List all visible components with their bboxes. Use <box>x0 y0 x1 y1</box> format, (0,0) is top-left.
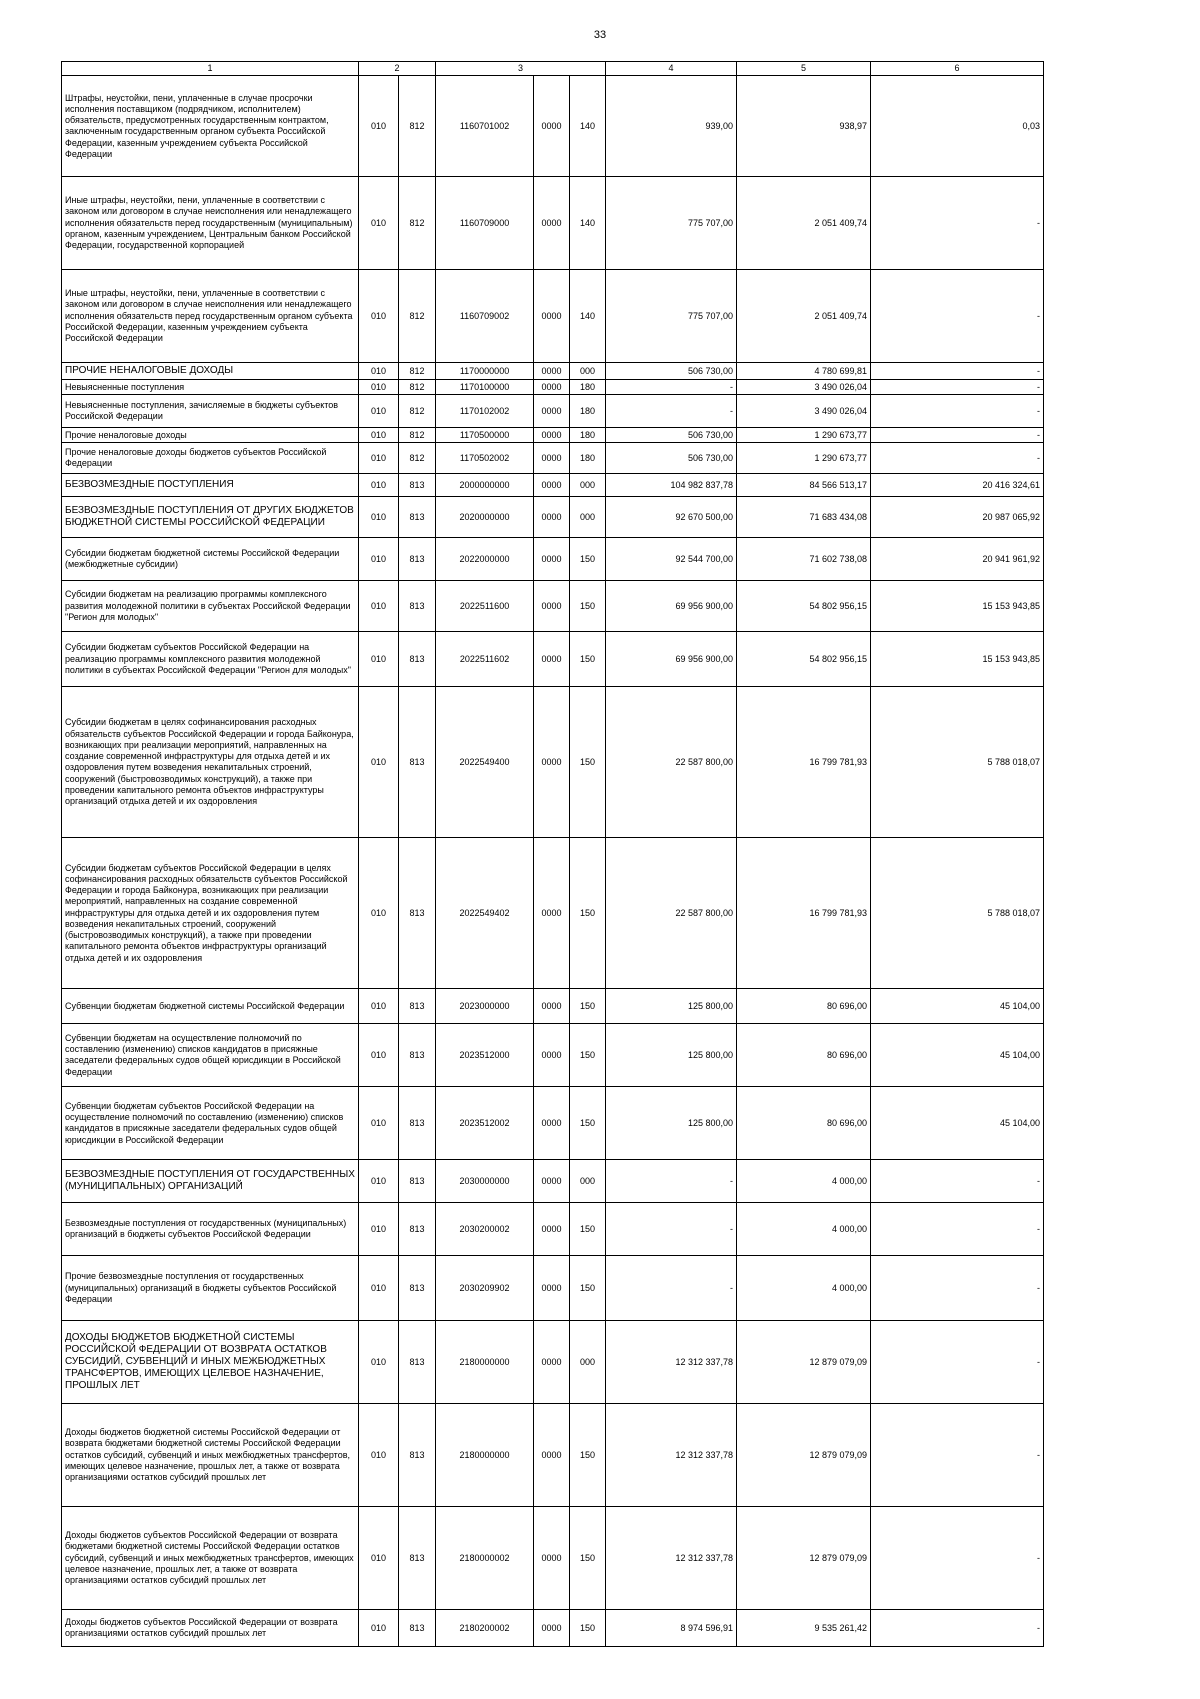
cell-v6: - <box>871 177 1044 270</box>
table-row <box>62 581 1044 632</box>
cell-v6: - <box>871 428 1044 443</box>
cell-admin: 812 <box>399 380 436 395</box>
cell-prog: 0000 <box>534 687 570 838</box>
cell-v4: - <box>606 1203 737 1256</box>
cell-admin: 813 <box>399 1610 436 1647</box>
table-row <box>62 687 1044 838</box>
cell-v4: 22 587 800,00 <box>606 838 737 989</box>
cell-v6: 15 153 943,85 <box>871 581 1044 632</box>
cell-prog: 0000 <box>534 838 570 989</box>
cell-kosgu: 150 <box>570 581 606 632</box>
cell-code: 2030000000 <box>436 1160 534 1203</box>
cell-v4: 125 800,00 <box>606 989 737 1024</box>
cell-line: 010 <box>359 443 399 474</box>
cell-prog: 0000 <box>534 538 570 581</box>
cell-v6: - <box>871 1610 1044 1647</box>
cell-code: 1170102002 <box>436 395 534 428</box>
cell-v5: 80 696,00 <box>737 1087 871 1160</box>
cell-name: Субвенции бюджетам на осуществление полномочий по составлению (изменению) списков кандидатов в присяжные заседатели федеральных судов общей юрисдикции в Российской Федерации <box>62 1024 359 1087</box>
cell-v4: 12 312 337,78 <box>606 1404 737 1507</box>
cell-v5: 71 602 738,08 <box>737 538 871 581</box>
table-row <box>62 76 1044 177</box>
cell-kosgu: 140 <box>570 177 606 270</box>
cell-name: Доходы бюджетов субъектов Российской Федерации от возврата бюджетами бюджетной системы Российской Федерации остатков субсидий, субвенций и иных межбюджетных трансфертов, имеющих целевое назначение, прошлых лет, а также от возврата организациями остатков субсидий прошлых лет <box>62 1507 359 1610</box>
cell-prog: 0000 <box>534 1087 570 1160</box>
cell-kosgu: 000 <box>570 497 606 538</box>
cell-code: 2030209902 <box>436 1256 534 1321</box>
cell-name: БЕЗВОЗМЕЗДНЫЕ ПОСТУПЛЕНИЯ ОТ ДРУГИХ БЮДЖЕТОВ БЮДЖЕТНОЙ СИСТЕМЫ РОССИЙСКОЙ ФЕДЕРАЦИИ <box>62 497 359 538</box>
cell-code: 1170000000 <box>436 363 534 380</box>
header-col-2: 2 <box>359 62 436 76</box>
cell-code: 1160709000 <box>436 177 534 270</box>
cell-v5: 16 799 781,93 <box>737 687 871 838</box>
cell-kosgu: 000 <box>570 1160 606 1203</box>
cell-admin: 813 <box>399 838 436 989</box>
cell-admin: 812 <box>399 76 436 177</box>
cell-kosgu: 150 <box>570 1404 606 1507</box>
cell-admin: 813 <box>399 538 436 581</box>
cell-line: 010 <box>359 395 399 428</box>
cell-v6: 5 788 018,07 <box>871 838 1044 989</box>
cell-kosgu: 150 <box>570 1610 606 1647</box>
cell-prog: 0000 <box>534 270 570 363</box>
header-col-4: 4 <box>606 62 737 76</box>
table-row <box>62 177 1044 270</box>
cell-v5: 938,97 <box>737 76 871 177</box>
cell-admin: 813 <box>399 1256 436 1321</box>
cell-v5: 3 490 026,04 <box>737 380 871 395</box>
header-col-1: 1 <box>62 62 359 76</box>
cell-v4: 506 730,00 <box>606 363 737 380</box>
table-row <box>62 1256 1044 1321</box>
cell-name: Субсидии бюджетам субъектов Российской Федерации в целях софинансирования расходных обязательств субъектов Российской Федерации и города Байконура, возникающих при реализации мероприятий, направленных на создание современной инфраструктуры для отдыха детей и их оздоровления путем возведения некапитальных строений, сооружений (быстровозводимых конструкций), а также при проведении капитального ремонта объектов инфраструктуры организаций отдыха детей и их оздоровления <box>62 838 359 989</box>
cell-v5: 2 051 409,74 <box>737 270 871 363</box>
cell-admin: 812 <box>399 395 436 428</box>
cell-v5: 84 566 513,17 <box>737 474 871 497</box>
cell-name: Субсидии бюджетам в целях софинансирования расходных обязательств субъектов Российской Федерации и города Байконура, возникающих при реализации мероприятий, направленных на создание современной инфраструктуры для отдыха детей и их оздоровления путем возведения некапитальных строений, сооружений (быстровозводимых конструкций), а также при проведении капитального ремонта объектов инфраструктуры организаций отдыха детей и их оздоровления <box>62 687 359 838</box>
cell-admin: 813 <box>399 1321 436 1404</box>
table-row <box>62 1321 1044 1404</box>
cell-code: 2030200002 <box>436 1203 534 1256</box>
cell-code: 1170100000 <box>436 380 534 395</box>
cell-admin: 813 <box>399 1507 436 1610</box>
cell-name: Прочие неналоговые доходы <box>62 428 359 443</box>
cell-prog: 0000 <box>534 1321 570 1404</box>
cell-admin: 813 <box>399 632 436 687</box>
cell-v4: - <box>606 1160 737 1203</box>
cell-v4: 104 982 837,78 <box>606 474 737 497</box>
cell-code: 2180200002 <box>436 1610 534 1647</box>
cell-name: Прочие безвозмездные поступления от государственных (муниципальных) организаций в бюджеты субъектов Российской Федерации <box>62 1256 359 1321</box>
cell-line: 010 <box>359 474 399 497</box>
table-row <box>62 395 1044 428</box>
cell-name: Субсидии бюджетам бюджетной системы Российской Федерации (межбюджетные субсидии) <box>62 538 359 581</box>
cell-prog: 0000 <box>534 443 570 474</box>
cell-kosgu: 140 <box>570 270 606 363</box>
cell-v5: 1 290 673,77 <box>737 443 871 474</box>
table-row <box>62 838 1044 989</box>
cell-v6: - <box>871 1256 1044 1321</box>
table-row <box>62 632 1044 687</box>
cell-v6: - <box>871 1160 1044 1203</box>
cell-kosgu: 180 <box>570 443 606 474</box>
cell-v5: 1 290 673,77 <box>737 428 871 443</box>
cell-prog: 0000 <box>534 581 570 632</box>
cell-v6: - <box>871 443 1044 474</box>
cell-prog: 0000 <box>534 1203 570 1256</box>
cell-line: 010 <box>359 363 399 380</box>
cell-admin: 813 <box>399 989 436 1024</box>
cell-code: 2023512002 <box>436 1087 534 1160</box>
cell-kosgu: 150 <box>570 538 606 581</box>
cell-v4: 506 730,00 <box>606 428 737 443</box>
cell-admin: 813 <box>399 1087 436 1160</box>
cell-code: 2180000000 <box>436 1321 534 1404</box>
cell-prog: 0000 <box>534 76 570 177</box>
cell-admin: 812 <box>399 443 436 474</box>
cell-v5: 4 000,00 <box>737 1203 871 1256</box>
cell-v6: 20 987 065,92 <box>871 497 1044 538</box>
cell-line: 010 <box>359 1321 399 1404</box>
header-col-3: 3 <box>436 62 606 76</box>
cell-line: 010 <box>359 838 399 989</box>
cell-name: Безвозмездные поступления от государственных (муниципальных) организаций в бюджеты субъектов Российской Федерации <box>62 1203 359 1256</box>
cell-kosgu: 150 <box>570 1256 606 1321</box>
cell-v6: - <box>871 380 1044 395</box>
cell-code: 2022549400 <box>436 687 534 838</box>
cell-name: Невыясненные поступления, зачисляемые в бюджеты субъектов Российской Федерации <box>62 395 359 428</box>
cell-name: БЕЗВОЗМЕЗДНЫЕ ПОСТУПЛЕНИЯ ОТ ГОСУДАРСТВЕННЫХ (МУНИЦИПАЛЬНЫХ) ОРГАНИЗАЦИЙ <box>62 1160 359 1203</box>
cell-code: 2000000000 <box>436 474 534 497</box>
cell-v4: 125 800,00 <box>606 1087 737 1160</box>
cell-line: 010 <box>359 632 399 687</box>
header-col-5: 5 <box>737 62 871 76</box>
cell-name: Невыясненные поступления <box>62 380 359 395</box>
cell-line: 010 <box>359 1087 399 1160</box>
cell-name: Иные штрафы, неустойки, пени, уплаченные в соответствии с законом или договором в случае неисполнения или ненадлежащего исполнения обязательств перед государственным (муниципальным) органом, казенным учреждением, Центральным банком Российской Федерации, государственной корпорацией <box>62 177 359 270</box>
cell-kosgu: 150 <box>570 1507 606 1610</box>
cell-name: Субсидии бюджетам субъектов Российской Федерации на реализацию программы комплексного развития молодежной политики в субъектах Российской Федерации "Регион для молодых" <box>62 632 359 687</box>
cell-admin: 813 <box>399 687 436 838</box>
table-row <box>62 1404 1044 1507</box>
cell-v6: 0,03 <box>871 76 1044 177</box>
cell-kosgu: 150 <box>570 1203 606 1256</box>
cell-name: Субвенции бюджетам субъектов Российской Федерации на осуществление полномочий по составлению (изменению) списков кандидатов в присяжные заседатели федеральных судов общей юрисдикции в Российской Федерации <box>62 1087 359 1160</box>
cell-v5: 54 802 956,15 <box>737 632 871 687</box>
cell-name: Доходы бюджетов бюджетной системы Российской Федерации от возврата бюджетами бюджетной системы Российской Федерации остатков субсидий, субвенций и иных межбюджетных трансфертов, имеющих целевое назначение, прошлых лет, а также от возврата организациями остатков субсидий прошлых лет <box>62 1404 359 1507</box>
cell-line: 010 <box>359 380 399 395</box>
cell-kosgu: 150 <box>570 1087 606 1160</box>
cell-v5: 2 051 409,74 <box>737 177 871 270</box>
cell-admin: 812 <box>399 428 436 443</box>
cell-v5: 9 535 261,42 <box>737 1610 871 1647</box>
cell-admin: 812 <box>399 177 436 270</box>
cell-code: 2022549402 <box>436 838 534 989</box>
cell-line: 010 <box>359 428 399 443</box>
cell-v5: 3 490 026,04 <box>737 395 871 428</box>
cell-prog: 0000 <box>534 1024 570 1087</box>
cell-v4: 92 670 500,00 <box>606 497 737 538</box>
cell-admin: 813 <box>399 1024 436 1087</box>
cell-v4: 775 707,00 <box>606 270 737 363</box>
cell-v6: 20 416 324,61 <box>871 474 1044 497</box>
cell-name: ДОХОДЫ БЮДЖЕТОВ БЮДЖЕТНОЙ СИСТЕМЫ РОССИЙСКОЙ ФЕДЕРАЦИИ ОТ ВОЗВРАТА ОСТАТКОВ СУБСИДИЙ, СУБВЕНЦИЙ И ИНЫХ МЕЖБЮДЖЕТНЫХ ТРАНСФЕРТОВ, ИМЕЮЩИХ ЦЕЛЕВОЕ НАЗНАЧЕНИЕ, ПРОШЛЫХ ЛЕТ <box>62 1321 359 1404</box>
cell-admin: 813 <box>399 1160 436 1203</box>
cell-admin: 812 <box>399 270 436 363</box>
cell-prog: 0000 <box>534 989 570 1024</box>
cell-line: 010 <box>359 1203 399 1256</box>
cell-line: 010 <box>359 177 399 270</box>
cell-kosgu: 150 <box>570 989 606 1024</box>
cell-code: 2022511602 <box>436 632 534 687</box>
cell-kosgu: 000 <box>570 1321 606 1404</box>
cell-line: 010 <box>359 270 399 363</box>
cell-name: Прочие неналоговые доходы бюджетов субъектов Российской Федерации <box>62 443 359 474</box>
cell-v5: 16 799 781,93 <box>737 838 871 989</box>
cell-admin: 813 <box>399 1203 436 1256</box>
cell-line: 010 <box>359 497 399 538</box>
cell-line: 010 <box>359 538 399 581</box>
cell-line: 010 <box>359 1507 399 1610</box>
table-row <box>62 497 1044 538</box>
cell-v4: 939,00 <box>606 76 737 177</box>
cell-v4: 12 312 337,78 <box>606 1321 737 1404</box>
cell-v5: 12 879 079,09 <box>737 1321 871 1404</box>
revenue-table <box>61 61 1044 1647</box>
cell-v4: 22 587 800,00 <box>606 687 737 838</box>
table-row <box>62 1507 1044 1610</box>
cell-prog: 0000 <box>534 474 570 497</box>
cell-line: 010 <box>359 1610 399 1647</box>
cell-v6: - <box>871 1321 1044 1404</box>
table-row <box>62 380 1044 395</box>
cell-admin: 812 <box>399 363 436 380</box>
cell-v6: - <box>871 1203 1044 1256</box>
cell-kosgu: 150 <box>570 632 606 687</box>
cell-v6: - <box>871 395 1044 428</box>
cell-line: 010 <box>359 1256 399 1321</box>
cell-code: 1160701002 <box>436 76 534 177</box>
cell-prog: 0000 <box>534 1256 570 1321</box>
cell-line: 010 <box>359 1160 399 1203</box>
cell-v4: 92 544 700,00 <box>606 538 737 581</box>
cell-v6: 5 788 018,07 <box>871 687 1044 838</box>
cell-prog: 0000 <box>534 1507 570 1610</box>
cell-v6: - <box>871 1404 1044 1507</box>
cell-v4: 8 974 596,91 <box>606 1610 737 1647</box>
cell-admin: 813 <box>399 474 436 497</box>
cell-v5: 54 802 956,15 <box>737 581 871 632</box>
cell-prog: 0000 <box>534 497 570 538</box>
cell-v5: 12 879 079,09 <box>737 1404 871 1507</box>
cell-v4: 69 956 900,00 <box>606 632 737 687</box>
cell-v4: - <box>606 1256 737 1321</box>
cell-code: 2023000000 <box>436 989 534 1024</box>
cell-kosgu: 140 <box>570 76 606 177</box>
cell-kosgu: 150 <box>570 838 606 989</box>
cell-prog: 0000 <box>534 395 570 428</box>
cell-prog: 0000 <box>534 1160 570 1203</box>
cell-name: БЕЗВОЗМЕЗДНЫЕ ПОСТУПЛЕНИЯ <box>62 474 359 497</box>
cell-v6: 15 153 943,85 <box>871 632 1044 687</box>
cell-prog: 0000 <box>534 1404 570 1507</box>
cell-name: ПРОЧИЕ НЕНАЛОГОВЫЕ ДОХОДЫ <box>62 363 359 380</box>
cell-v5: 71 683 434,08 <box>737 497 871 538</box>
table-row <box>62 443 1044 474</box>
cell-v6: - <box>871 1507 1044 1610</box>
cell-code: 2022511600 <box>436 581 534 632</box>
cell-prog: 0000 <box>534 632 570 687</box>
cell-admin: 813 <box>399 1404 436 1507</box>
cell-line: 010 <box>359 76 399 177</box>
cell-kosgu: 150 <box>570 687 606 838</box>
cell-v5: 12 879 079,09 <box>737 1507 871 1610</box>
cell-code: 2022000000 <box>436 538 534 581</box>
cell-v6: 45 104,00 <box>871 989 1044 1024</box>
cell-v4: 12 312 337,78 <box>606 1507 737 1610</box>
table-row <box>62 1203 1044 1256</box>
header-col-6: 6 <box>871 62 1044 76</box>
page-number: 33 <box>593 29 607 41</box>
cell-kosgu: 000 <box>570 474 606 497</box>
cell-code: 1170500000 <box>436 428 534 443</box>
table-row <box>62 363 1044 380</box>
cell-name: Субвенции бюджетам бюджетной системы Российской Федерации <box>62 989 359 1024</box>
cell-prog: 0000 <box>534 428 570 443</box>
table-row <box>62 428 1044 443</box>
cell-name: Субсидии бюджетам на реализацию программы комплексного развития молодежной политики в субъектах Российской Федерации "Регион для молодых" <box>62 581 359 632</box>
cell-kosgu: 150 <box>570 1024 606 1087</box>
cell-prog: 0000 <box>534 1610 570 1647</box>
cell-v5: 4 000,00 <box>737 1160 871 1203</box>
cell-v5: 4 000,00 <box>737 1256 871 1321</box>
cell-v4: 69 956 900,00 <box>606 581 737 632</box>
table-row <box>62 1087 1044 1160</box>
cell-v6: 45 104,00 <box>871 1024 1044 1087</box>
cell-name: Доходы бюджетов субъектов Российской Федерации от возврата организациями остатков субсидий прошлых лет <box>62 1610 359 1647</box>
table-row <box>62 1024 1044 1087</box>
cell-v6: 20 941 961,92 <box>871 538 1044 581</box>
cell-line: 010 <box>359 989 399 1024</box>
cell-v4: 506 730,00 <box>606 443 737 474</box>
cell-code: 1170502002 <box>436 443 534 474</box>
cell-admin: 813 <box>399 497 436 538</box>
cell-v6: - <box>871 270 1044 363</box>
cell-v4: 775 707,00 <box>606 177 737 270</box>
cell-line: 010 <box>359 1404 399 1507</box>
cell-code: 2023512000 <box>436 1024 534 1087</box>
cell-line: 010 <box>359 1024 399 1087</box>
cell-v4: - <box>606 380 737 395</box>
table-row <box>62 1160 1044 1203</box>
cell-v6: - <box>871 363 1044 380</box>
cell-v4: - <box>606 395 737 428</box>
table-row <box>62 989 1044 1024</box>
cell-prog: 0000 <box>534 177 570 270</box>
cell-admin: 813 <box>399 581 436 632</box>
cell-line: 010 <box>359 687 399 838</box>
cell-name: Штрафы, неустойки, пени, уплаченные в случае просрочки исполнения поставщиком (подрядчиком, исполнителем) обязательств, предусмотренных государственным контрактом, заключенным государственным органом субъекта Российской Федерации, казенным учреждением субъекта Российской Федерации <box>62 76 359 177</box>
cell-kosgu: 180 <box>570 380 606 395</box>
table-row <box>62 1610 1044 1647</box>
cell-name: Иные штрафы, неустойки, пени, уплаченные в соответствии с законом или договором в случае неисполнения или ненадлежащего исполнения обязательств перед государственным органом субъекта Российской Федерации, казенным учреждением субъекта Российской Федерации <box>62 270 359 363</box>
cell-kosgu: 180 <box>570 428 606 443</box>
cell-v4: 125 800,00 <box>606 1024 737 1087</box>
table-row <box>62 474 1044 497</box>
cell-code: 1160709002 <box>436 270 534 363</box>
cell-kosgu: 180 <box>570 395 606 428</box>
table-row <box>62 538 1044 581</box>
cell-kosgu: 000 <box>570 363 606 380</box>
cell-code: 2020000000 <box>436 497 534 538</box>
table-row <box>62 270 1044 363</box>
cell-prog: 0000 <box>534 363 570 380</box>
cell-v5: 80 696,00 <box>737 989 871 1024</box>
cell-code: 2180000000 <box>436 1404 534 1507</box>
cell-line: 010 <box>359 581 399 632</box>
cell-v6: 45 104,00 <box>871 1087 1044 1160</box>
cell-prog: 0000 <box>534 380 570 395</box>
cell-code: 2180000002 <box>436 1507 534 1610</box>
header-row <box>62 62 1044 76</box>
cell-v5: 4 780 699,81 <box>737 363 871 380</box>
cell-v5: 80 696,00 <box>737 1024 871 1087</box>
